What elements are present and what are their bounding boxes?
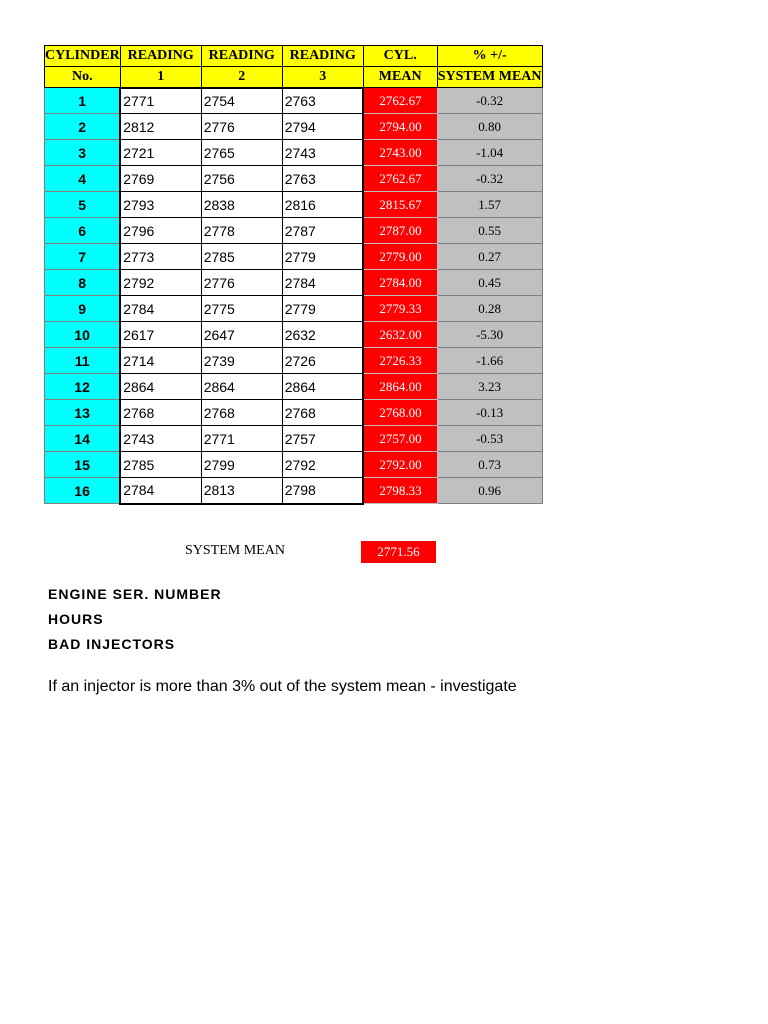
cyl-mean-cell[interactable]: 2792.00 (363, 452, 437, 478)
header-pct-system-mean[interactable]: % +/- (437, 46, 542, 67)
header-reading-3[interactable]: READING (282, 46, 363, 67)
reading-2-cell[interactable]: 2771 (201, 426, 282, 452)
bad-injectors-label: BAD INJECTORS (48, 636, 176, 652)
reading-3-cell[interactable]: 2632 (282, 322, 363, 348)
table-row (45, 166, 543, 192)
cylinder-number-cell[interactable]: 13 (45, 400, 121, 426)
pct-system-mean-cell[interactable]: 0.96 (437, 478, 542, 504)
system-mean-label: SYSTEM MEAN (185, 543, 285, 558)
reading-2-cell[interactable]: 2768 (201, 400, 282, 426)
cylinder-number-cell[interactable]: 5 (45, 192, 121, 218)
reading-3-cell[interactable]: 2864 (282, 374, 363, 400)
table-row (45, 114, 543, 140)
reading-2-cell[interactable]: 2647 (201, 322, 282, 348)
reading-1-cell[interactable]: 2743 (120, 426, 201, 452)
reading-2-cell[interactable]: 2775 (201, 296, 282, 322)
hours-label: HOURS (48, 611, 104, 627)
reading-2-cell[interactable]: 2778 (201, 218, 282, 244)
reading-3-cell[interactable]: 2743 (282, 140, 363, 166)
pct-system-mean-cell[interactable]: 0.28 (437, 296, 542, 322)
reading-2-cell[interactable]: 2813 (201, 478, 282, 504)
cyl-mean-cell[interactable]: 2632.00 (363, 322, 437, 348)
pct-system-mean-cell[interactable]: 0.45 (437, 270, 542, 296)
header-reading-3-num[interactable]: 3 (282, 67, 363, 88)
reading-1-cell[interactable]: 2812 (120, 114, 201, 140)
reading-1-cell[interactable]: 2784 (120, 296, 201, 322)
cylinder-number-cell[interactable]: 14 (45, 426, 121, 452)
cyl-mean-cell[interactable]: 2779.00 (363, 244, 437, 270)
table-row (45, 218, 543, 244)
cyl-mean-cell[interactable]: 2815.67 (363, 192, 437, 218)
table-row (45, 140, 543, 166)
table-row (45, 400, 543, 426)
reading-3-cell[interactable]: 2816 (282, 192, 363, 218)
reading-3-cell[interactable]: 2784 (282, 270, 363, 296)
header-reading-1[interactable]: READING (120, 46, 201, 67)
table-row (45, 244, 543, 270)
reading-3-cell[interactable]: 2768 (282, 400, 363, 426)
injector-readings-sheet (44, 45, 543, 505)
header-reading-2-num[interactable]: 2 (201, 67, 282, 88)
injector-readings-table (44, 45, 543, 505)
cylinder-number-cell[interactable]: 3 (45, 140, 121, 166)
cylinder-number-cell[interactable]: 12 (45, 374, 121, 400)
pct-system-mean-cell[interactable]: 0.55 (437, 218, 542, 244)
cylinder-number-cell[interactable]: 7 (45, 244, 121, 270)
pct-system-mean-cell[interactable]: 1.57 (437, 192, 542, 218)
header-system-mean[interactable]: SYSTEM MEAN (437, 67, 542, 88)
pct-system-mean-cell[interactable]: -0.53 (437, 426, 542, 452)
header-row-1 (45, 46, 543, 67)
reading-3-cell[interactable]: 2779 (282, 244, 363, 270)
reading-1-cell[interactable]: 2769 (120, 166, 201, 192)
reading-1-cell[interactable]: 2721 (120, 140, 201, 166)
reading-1-cell[interactable]: 2792 (120, 270, 201, 296)
cylinder-number-cell[interactable]: 4 (45, 166, 121, 192)
pct-system-mean-cell[interactable]: -1.66 (437, 348, 542, 374)
reading-3-cell[interactable]: 2792 (282, 452, 363, 478)
cylinder-number-cell[interactable]: 16 (45, 478, 121, 504)
reading-1-cell[interactable]: 2796 (120, 218, 201, 244)
reading-2-cell[interactable]: 2756 (201, 166, 282, 192)
cylinder-number-cell[interactable]: 2 (45, 114, 121, 140)
cyl-mean-cell[interactable]: 2757.00 (363, 426, 437, 452)
header-reading-1-num[interactable]: 1 (120, 67, 201, 88)
cyl-mean-cell[interactable]: 2768.00 (363, 400, 437, 426)
reading-2-cell[interactable]: 2765 (201, 140, 282, 166)
reading-2-cell[interactable]: 2739 (201, 348, 282, 374)
reading-1-cell[interactable]: 2864 (120, 374, 201, 400)
pct-system-mean-cell[interactable]: -1.04 (437, 140, 542, 166)
header-row-2 (45, 67, 543, 88)
reading-3-cell[interactable]: 2726 (282, 348, 363, 374)
reading-2-cell[interactable]: 2776 (201, 270, 282, 296)
reading-1-cell[interactable]: 2771 (120, 88, 201, 114)
table-row (45, 270, 543, 296)
table-row (45, 348, 543, 374)
cylinder-number-cell[interactable]: 9 (45, 296, 121, 322)
cyl-mean-cell[interactable]: 2784.00 (363, 270, 437, 296)
cylinder-number-cell[interactable]: 11 (45, 348, 121, 374)
pct-system-mean-cell[interactable]: 0.27 (437, 244, 542, 270)
reading-1-cell[interactable]: 2617 (120, 322, 201, 348)
table-row (45, 296, 543, 322)
reading-3-cell[interactable]: 2763 (282, 88, 363, 114)
header-reading-2[interactable]: READING (201, 46, 282, 67)
reading-3-cell[interactable]: 2787 (282, 218, 363, 244)
pct-system-mean-cell[interactable]: 0.73 (437, 452, 542, 478)
header-cylinder[interactable]: CYLINDER (45, 46, 121, 67)
reading-2-cell[interactable]: 2838 (201, 192, 282, 218)
header-mean[interactable]: MEAN (363, 67, 437, 88)
reading-3-cell[interactable]: 2794 (282, 114, 363, 140)
table-row (45, 478, 543, 504)
reading-3-cell[interactable]: 2779 (282, 296, 363, 322)
reading-1-cell[interactable]: 2773 (120, 244, 201, 270)
reading-2-cell[interactable]: 2799 (201, 452, 282, 478)
reading-3-cell[interactable]: 2757 (282, 426, 363, 452)
cyl-mean-cell[interactable]: 2726.33 (363, 348, 437, 374)
header-cylinder-no[interactable]: No. (45, 67, 121, 88)
cylinder-number-cell[interactable]: 1 (45, 88, 121, 114)
reading-2-cell[interactable]: 2864 (201, 374, 282, 400)
reading-2-cell[interactable]: 2785 (201, 244, 282, 270)
cylinder-number-cell[interactable]: 6 (45, 218, 121, 244)
reading-1-cell[interactable]: 2784 (120, 478, 201, 504)
reading-1-cell[interactable]: 2768 (120, 400, 201, 426)
cylinder-number-cell[interactable]: 10 (45, 322, 121, 348)
cylinder-number-cell[interactable]: 8 (45, 270, 121, 296)
cyl-mean-cell[interactable]: 2798.33 (363, 478, 437, 504)
system-mean-value[interactable]: 2771.56 (361, 541, 436, 563)
reading-1-cell[interactable]: 2785 (120, 452, 201, 478)
table-row (45, 374, 543, 400)
investigation-note: If an injector is more than 3% out of the system mean - investigate (48, 678, 517, 695)
pct-system-mean-cell[interactable]: -0.32 (437, 88, 542, 114)
pct-system-mean-cell[interactable]: 0.80 (437, 114, 542, 140)
cyl-mean-cell[interactable]: 2762.67 (363, 166, 437, 192)
engine-ser-number-label: ENGINE SER. NUMBER (48, 586, 222, 602)
reading-3-cell[interactable]: 2763 (282, 166, 363, 192)
reading-1-cell[interactable]: 2714 (120, 348, 201, 374)
cyl-mean-cell[interactable]: 2762.67 (363, 88, 437, 114)
cyl-mean-cell[interactable]: 2787.00 (363, 218, 437, 244)
pct-system-mean-cell[interactable]: -0.32 (437, 166, 542, 192)
reading-3-cell[interactable]: 2798 (282, 478, 363, 504)
table-row (45, 452, 543, 478)
reading-1-cell[interactable]: 2793 (120, 192, 201, 218)
header-cyl-mean[interactable]: CYL. (363, 46, 437, 67)
cyl-mean-cell[interactable]: 2743.00 (363, 140, 437, 166)
table-row (45, 322, 543, 348)
reading-2-cell[interactable]: 2776 (201, 114, 282, 140)
pct-system-mean-cell[interactable]: -5.30 (437, 322, 542, 348)
pct-system-mean-cell[interactable]: -0.13 (437, 400, 542, 426)
table-row (45, 88, 543, 114)
cylinder-number-cell[interactable]: 15 (45, 452, 121, 478)
cyl-mean-cell[interactable]: 2779.33 (363, 296, 437, 322)
pct-system-mean-cell[interactable]: 3.23 (437, 374, 542, 400)
reading-2-cell[interactable]: 2754 (201, 88, 282, 114)
table-row (45, 192, 543, 218)
table-row (45, 426, 543, 452)
cyl-mean-cell[interactable]: 2864.00 (363, 374, 437, 400)
cyl-mean-cell[interactable]: 2794.00 (363, 114, 437, 140)
